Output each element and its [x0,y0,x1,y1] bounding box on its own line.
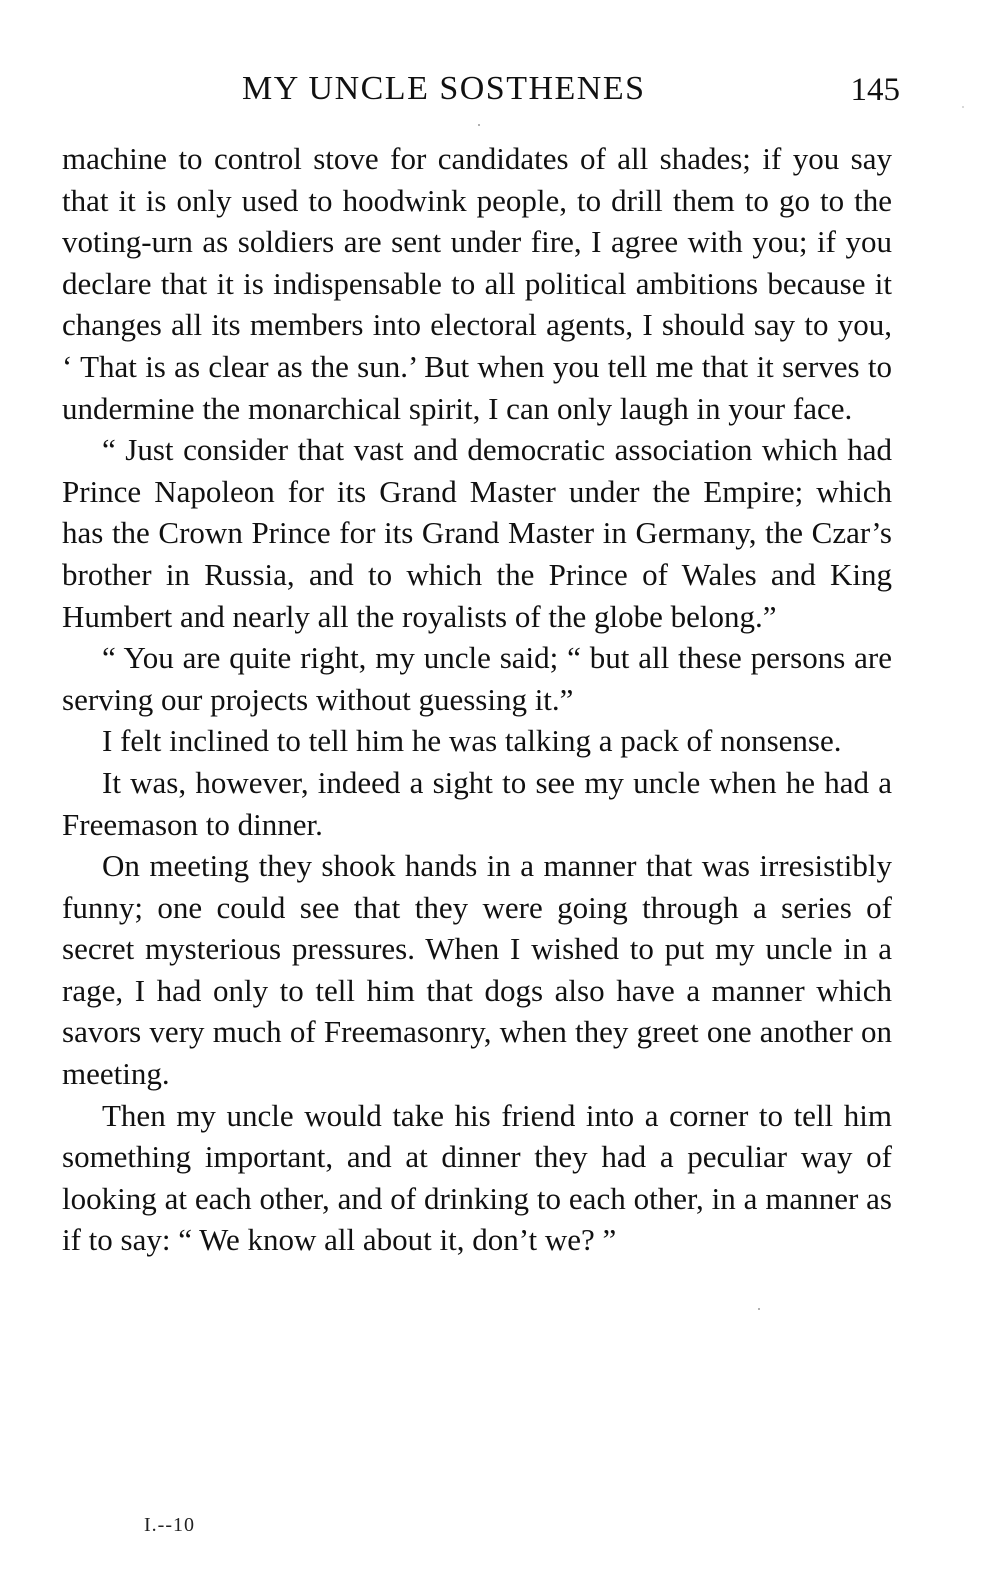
print-speck [758,1308,760,1310]
paragraph-freemason-dinner: It was, however, indeed a sight to see my uncle when he had a Freemason to dinner. [62,764,892,842]
page-header [62,70,900,114]
paragraph-corner: Then my uncle would take his friend into a corner to tell him something important, and at dinner they had a peculiar way of looking at each other, and of drinking to each other, in a manner as if to say: “ We know all about it, don’t we? ” [62,1097,892,1258]
paragraph-nonsense: I felt inclined to tell him he was talking a pack of nonsense. [102,723,842,759]
print-speck [962,106,964,108]
signature-mark: I.--10 [144,1514,195,1536]
paragraph-continued: machine to control stove for candidates of all shades; if you say that it is only used to hoodwink people, to drill them to go to the voting-urn as soldiers are sent under fire, I agree with you; if you declare that it is indispensable to all political ambitions because it changes all its members into electoral agents, I should say to you, ‘ That is as clear as the sun.’ But when you tell me that it serves to undermine the monarchical spirit, I can only laugh in your face. [62,141,892,426]
running-head: MY UNCLE SOSTHENES [242,70,646,107]
print-speck [478,124,480,126]
page-number: 145 [850,72,900,108]
paragraph-association: “ Just consider that vast and democratic association which had Prince Napoleon for its Grand Master under the Empire; which has the Crown Prince for its Grand Master in Germany, the Czar’s brother in Russia, and to which the Prince of Wales and King Humbert and nearly all the royalists of the globe belong.” [62,432,892,634]
paragraph-uncle-reply: “ You are quite right, my uncle said; “ but all these persons are serving our projects without guessing it.” [62,640,892,717]
paragraph-handshake: On meeting they shook hands in a manner that was irresistibly funny; one could see that they were going through a series of secret mysterious pressures. When I wished to put my uncle in a rage, I had only to tell him that dogs also have a manner which savors very much of Freemasonry, when they greet one another on meeting. [62,848,892,1092]
body-text [62,138,892,1261]
